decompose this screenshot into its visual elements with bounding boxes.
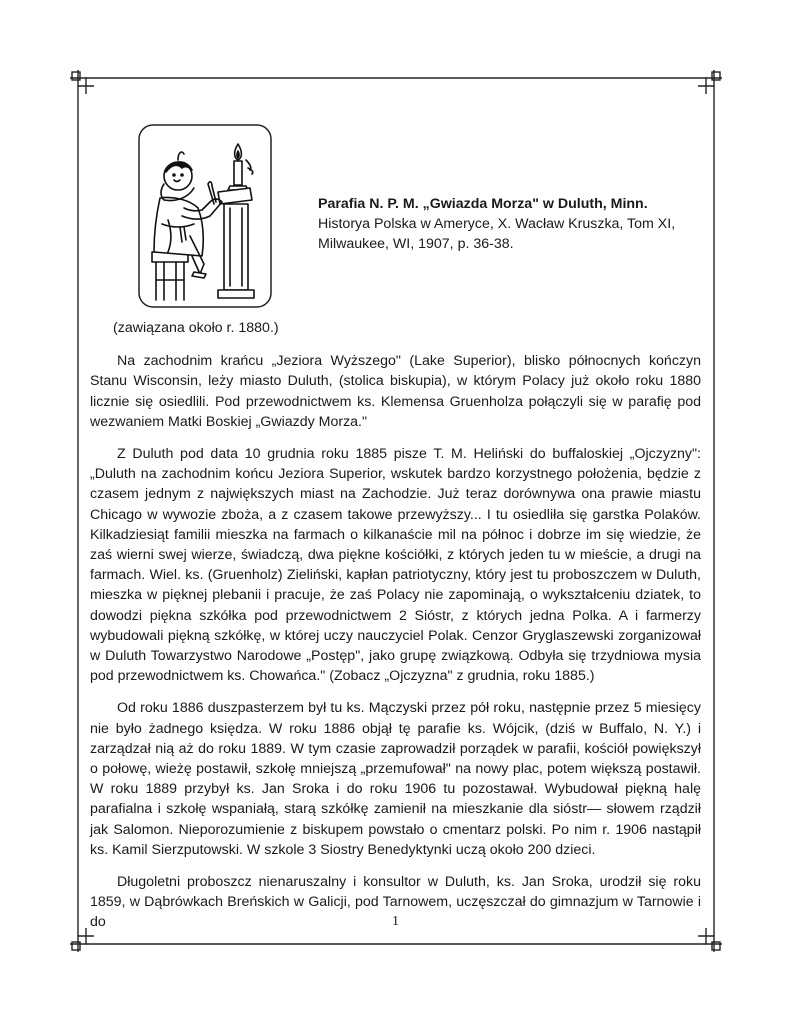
source-citation-line: Milwaukee, WI, 1907, p. 36-38. — [318, 236, 514, 252]
source-citation-line: Historya Polska w Ameryce, X. Wacław Kruszka, Tom XI, — [318, 216, 676, 232]
page-number: 1 — [392, 914, 399, 929]
document-body — [90, 318, 701, 945]
corner-ornament-top-right — [698, 70, 722, 94]
corner-ornament-top-left — [70, 70, 94, 94]
body-paragraph: Długoletni proboszcz nienaruszalny i konsultor w Duluth, ks. Jan Sroka, urodził się roku 1859, w Dąbrówkach Breńskich w Galicji, pod Tarnowem, uczęszczał do gimnazjum w Tarnowie i do — [90, 874, 701, 931]
founding-note: (zawiązana około r. 1880.) — [113, 320, 279, 336]
body-paragraph: Z Duluth pod data 10 grudnia roku 1885 pisze T. M. Heliński do buffaloskiej „Ojczyzny": „Duluth na zachodnim końcu Jeziora Superior, wskutek bardzo korzystnego położenia, będzie z czasem jednym z największych miast na Zachodzie. Już teraz dorównywa ona prawie miastu Chicago w wywozie zboża, a z czasem takowe przewyższy... I tu osiedliła się garstka Polaków. Kilkadziesiąt familii mieszka na farmach o kilkanaście mil na północ i dobrze im się wiedzie, że zaś wierni swej wierze, świadczą, dwa piękne kościółki, z których jeden tu w mieście, a drugi na farmach. Wiel. ks. (Gruenholz) Zieliński, kapłan patriotyczny, który jest tu proboszczem w Duluth, mieszka w pięknej plebanii i pracuje, że zaś Polacy nie zapominają, o wykształceniu dziatek, to dowodzi piękna szkółka pod przewodnictwem 2 Sióstr, z których jedna Polka. A i farmerzy wybudowali piękną szkółkę, w której uczy nauczyciel Polak. Cenzor Gryglaszewski zorganizował w Duluth Towarzystwo Narodowe „Postęp", jako grupę związkową. Odbyła się trzydniowa mysia pod przewodnictwem ks. Chowańca." (Zobacz „Ojczyzna" z grudnia, roku 1885.) — [90, 446, 701, 685]
document-title: Parafia N. P. M. „Gwiazda Morza" w Duluth, Minn. — [318, 196, 648, 212]
monk-writing-by-candle-icon — [138, 124, 272, 308]
corner-ornament-bottom-right — [698, 928, 722, 952]
body-paragraph: Od roku 1886 duszpasterzem był tu ks. Mączyski przez pół roku, następnie przez 5 miesięcy nie było żadnego księdza. W roku 1886 objął tę parafie ks. Wójcik, (dziś w Buffalo, N. Y.) i zarządzał nią aż do roku 1889. W tym czasie zaprowadził porządek w parafii, kościół powiększył o połowę, wieżę postawił, szkołę mniejszą „przemufował" na nowy plac, potem większą postawił. W roku 1889 przybył ks. Jan Sroka i do roku 1906 tu pozostawał. Wybudował piękną halę parafialna i szkołę wspaniałą, starą szkółkę zamienił na mieszkanie dla sióstr— słowem rządził jak Salomon. Nieporozumienie z biskupem powstało o cmentarz polski. Po nim r. 1906 nastąpił ks. Kamil Sierzputowski. W szkole 3 Siostry Benedyktynki uczą około 200 dzieci. — [90, 700, 701, 858]
document-header — [318, 194, 718, 254]
body-paragraph: Na zachodnim krańcu „Jeziora Wyższego" (Lake Superior), blisko północnych kończyn Stanu Wisconsin, leży miasto Duluth, (stolica biskupia), w którym Polacy już około roku 1880 licznie się osiedlili. Pod przewodnictwem ks. Klemensa Gruenholza połączyli się w parafię pod wezwaniem Matki Boskiej „Gwiazdy Morza." — [90, 353, 701, 430]
